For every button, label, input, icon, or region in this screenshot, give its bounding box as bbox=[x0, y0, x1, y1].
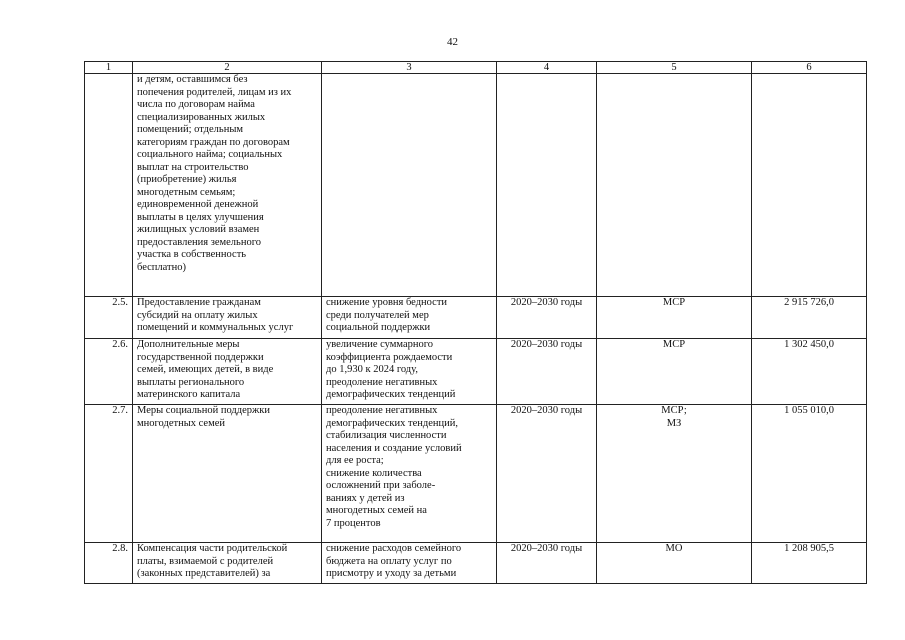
column-header: 5 bbox=[597, 62, 752, 74]
column-header: 3 bbox=[322, 62, 497, 74]
amount-cell bbox=[752, 74, 867, 297]
measure-cell: Дополнительные меры государственной поддержки семей, имеющих детей, в виде выплаты регионального материнского капитала bbox=[133, 339, 322, 405]
column-header: 2 bbox=[133, 62, 322, 74]
period-cell: 2020–2030 годы bbox=[497, 339, 597, 405]
table-row bbox=[85, 543, 867, 584]
measure-cell: Меры социальной поддержки многодетных семей bbox=[133, 405, 322, 543]
table-row bbox=[85, 339, 867, 405]
executor-cell bbox=[597, 74, 752, 297]
period-cell: 2020–2030 годы bbox=[497, 297, 597, 339]
row-number: 2.5. bbox=[85, 297, 133, 339]
table-row bbox=[85, 74, 867, 297]
period-cell: 2020–2030 годы bbox=[497, 405, 597, 543]
executor-cell: МО bbox=[597, 543, 752, 584]
amount-cell: 2 915 726,0 bbox=[752, 297, 867, 339]
result-cell: снижение уровня бедности среди получателей мер социальной поддержки bbox=[322, 297, 497, 339]
period-cell bbox=[497, 74, 597, 297]
row-number: 2.7. bbox=[85, 405, 133, 543]
column-header: 6 bbox=[752, 62, 867, 74]
row-number bbox=[85, 74, 133, 297]
amount-cell: 1 055 010,0 bbox=[752, 405, 867, 543]
table-header-row bbox=[85, 62, 867, 74]
column-header: 1 bbox=[85, 62, 133, 74]
table-row bbox=[85, 405, 867, 543]
row-number: 2.6. bbox=[85, 339, 133, 405]
executor-cell: МСР bbox=[597, 339, 752, 405]
period-cell: 2020–2030 годы bbox=[497, 543, 597, 584]
measure-cell: Предоставление гражданам субсидий на оплату жилых помещений и коммунальных услуг bbox=[133, 297, 322, 339]
measure-cell: и детям, оставшимся без попечения родителей, лицам из их числа по договорам найма специализированных жилых помещений; отдельным категориям граждан по договорам социального найма; социальных выплат на строительство (приобретение) жилья многодетным семьям; единовременной денежной выплаты в целях улучшения жилищных условий взамен предоставления земельного участка в собственность бесплатно) bbox=[133, 74, 322, 297]
row-number: 2.8. bbox=[85, 543, 133, 584]
column-header: 4 bbox=[497, 62, 597, 74]
result-cell: снижение расходов семейного бюджета на оплату услуг по присмотру и уходу за детьми bbox=[322, 543, 497, 584]
result-cell: преодоление негативных демографических тенденций, стабилизация численности населения и создание условий для ее роста; снижение количества осложнений при заболе- ваниях у детей из многодетных семей на 7 процентов bbox=[322, 405, 497, 543]
amount-cell: 1 302 450,0 bbox=[752, 339, 867, 405]
measures-table bbox=[84, 61, 867, 584]
result-cell bbox=[322, 74, 497, 297]
table-row bbox=[85, 297, 867, 339]
measure-cell: Компенсация части родительской платы, взимаемой с родителей (законных представителей) за bbox=[133, 543, 322, 584]
executor-cell: МСР bbox=[597, 297, 752, 339]
result-cell: увеличение суммарного коэффициента рождаемости до 1,930 к 2024 году, преодоление негативных демографических тенденций bbox=[322, 339, 497, 405]
executor-cell: МСР; МЗ bbox=[597, 405, 752, 543]
page-number: 42 bbox=[447, 36, 458, 48]
amount-cell: 1 208 905,5 bbox=[752, 543, 867, 584]
